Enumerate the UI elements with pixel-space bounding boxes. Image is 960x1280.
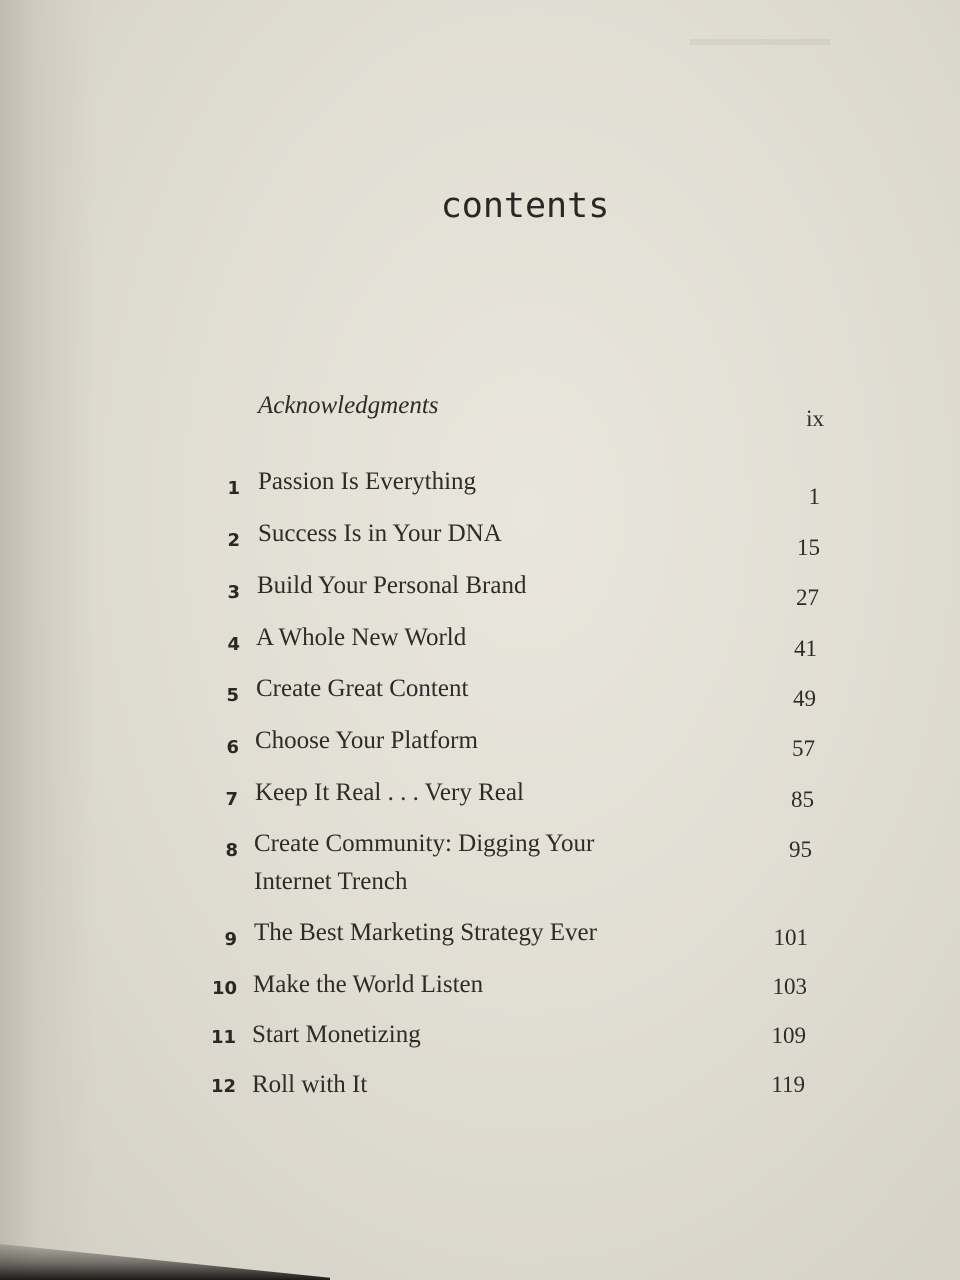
chapter-number: 2 — [227, 530, 240, 551]
chapter-number: 5 — [226, 685, 239, 706]
chapter-number: 3 — [227, 582, 240, 603]
chapter-number: 4 — [227, 634, 240, 655]
chapter-title: A Whole New World — [256, 624, 467, 651]
chapter-title: Build Your Personal Brand — [257, 572, 527, 599]
chapter-page: 109 — [771, 1023, 806, 1048]
chapter-page: 101 — [773, 925, 808, 950]
chapter-number: 8 — [225, 840, 238, 861]
chapter-title: Passion Is Everything — [258, 468, 477, 495]
chapter-number: 1 — [227, 478, 240, 499]
chapter-page: 103 — [772, 974, 807, 999]
chapter-title: Start Monetizing — [252, 1021, 421, 1048]
chapter-page: 95 — [789, 837, 812, 862]
chapter-title: Create Great Content — [256, 675, 469, 702]
toc-entry-page: ix — [806, 406, 824, 431]
toc-entry-label: Acknowledgments — [258, 392, 439, 419]
chapter-title: Make the World Listen — [253, 971, 484, 998]
chapter-page: 15 — [797, 535, 820, 560]
chapter-page: 27 — [796, 585, 819, 610]
page-title: contents — [440, 186, 610, 226]
show-through-text: ▬▬▬▬▬▬▬ — [690, 28, 830, 50]
chapter-number: 6 — [226, 737, 239, 758]
chapter-title: Create Community: Digging Your — [254, 830, 595, 857]
chapter-number: 11 — [210, 1027, 236, 1048]
chapter-page: 41 — [794, 636, 817, 661]
chapter-title: Roll with It — [252, 1071, 368, 1098]
chapter-page: 119 — [771, 1072, 805, 1097]
chapter-number: 10 — [211, 978, 237, 999]
chapter-title: Choose Your Platform — [255, 727, 478, 754]
chapter-page: 1 — [808, 484, 820, 509]
chapter-number: 9 — [224, 929, 237, 950]
chapter-title: Success Is in Your DNA — [258, 520, 502, 547]
chapter-title: Keep It Real . . . Very Real — [255, 779, 524, 806]
chapter-page: 57 — [792, 736, 815, 761]
chapter-number: 7 — [225, 789, 238, 810]
chapter-title: The Best Marketing Strategy Ever — [254, 919, 597, 946]
chapter-page: 49 — [793, 686, 816, 711]
chapter-number: 12 — [210, 1076, 236, 1097]
chapter-page: 85 — [791, 787, 814, 812]
chapter-title-continued: Internet Trench — [254, 868, 408, 895]
